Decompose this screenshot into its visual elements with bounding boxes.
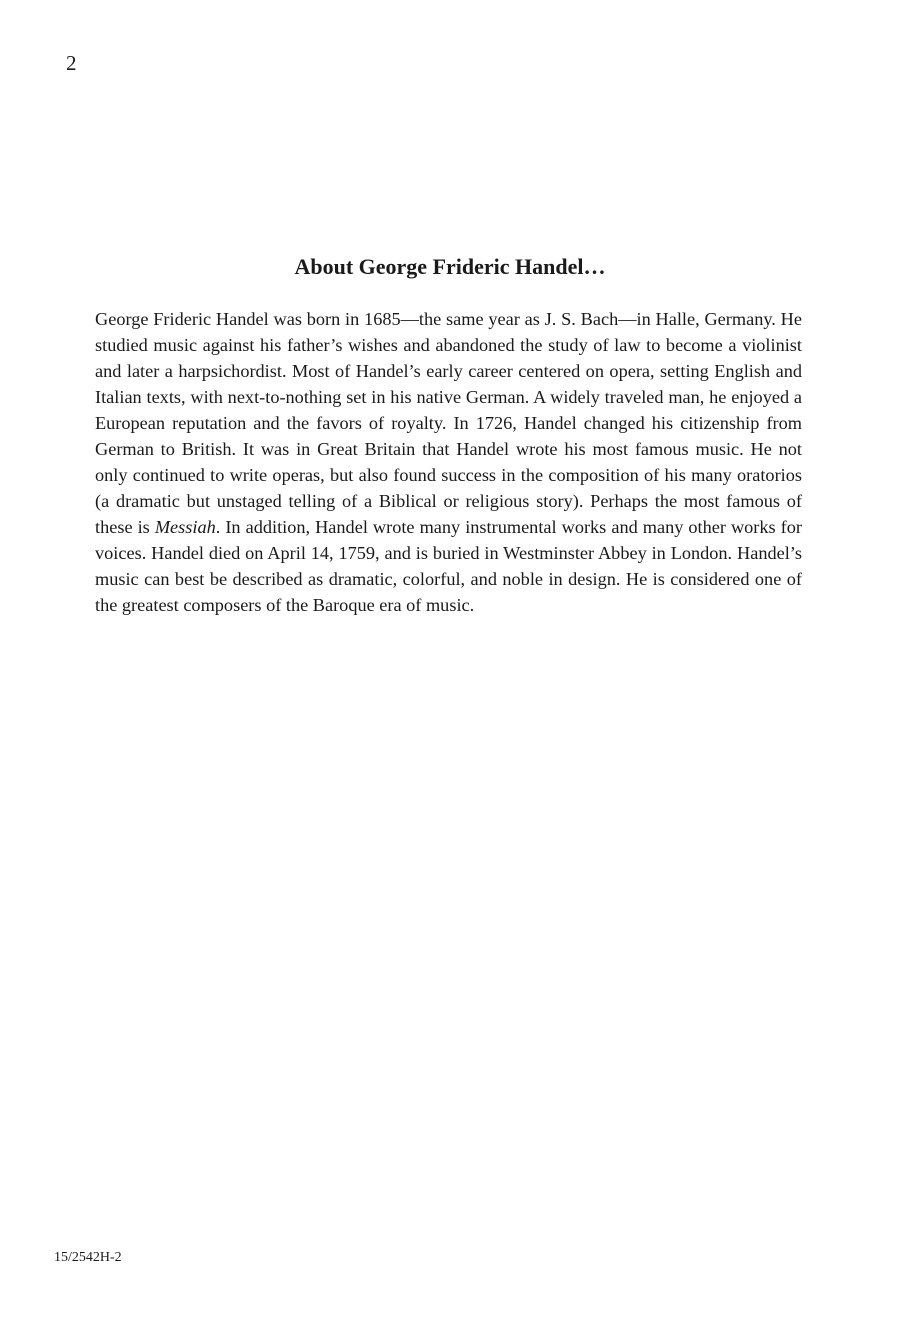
paragraph-text-part-1: George Frideric Handel was born in 1685—the same year as J. S. Bach—in Halle, Germany. He studied music against his father’s wishes and abandoned the study of law to become a violinist and later a harpsichordist. Most of Handel’s early career centered on opera, setting English and Italian texts, with next-to-nothing set in his native German. A widely traveled man, he enjoyed a European reputation and the favors of royalty. In 1726, Handel changed his citizenship from German to British. It was in Great Britain that Handel wrote his most famous music. He not only continued to write operas, but also found success in the composition of his many oratorios (a dramatic but unstaged telling of a Biblical or religious story). Perhaps the most famous of these is	[95, 309, 802, 537]
biography-paragraph	[95, 306, 802, 618]
paragraph-text-part-2: . In addition, Handel wrote many instrumental works and many other works for voices. Handel died on April 14, 1759, and is buried in Westminster Abbey in London. Handel’s music can best be described as dramatic, colorful, and noble in design. He is considered one of the greatest composers of the Baroque era of music.	[95, 517, 802, 615]
page-title: About George Frideric Handel…	[294, 254, 606, 279]
catalog-code: 15/2542H-2	[54, 1250, 122, 1265]
page-number: 2	[66, 51, 77, 75]
work-title-messiah: Messiah	[154, 517, 216, 537]
